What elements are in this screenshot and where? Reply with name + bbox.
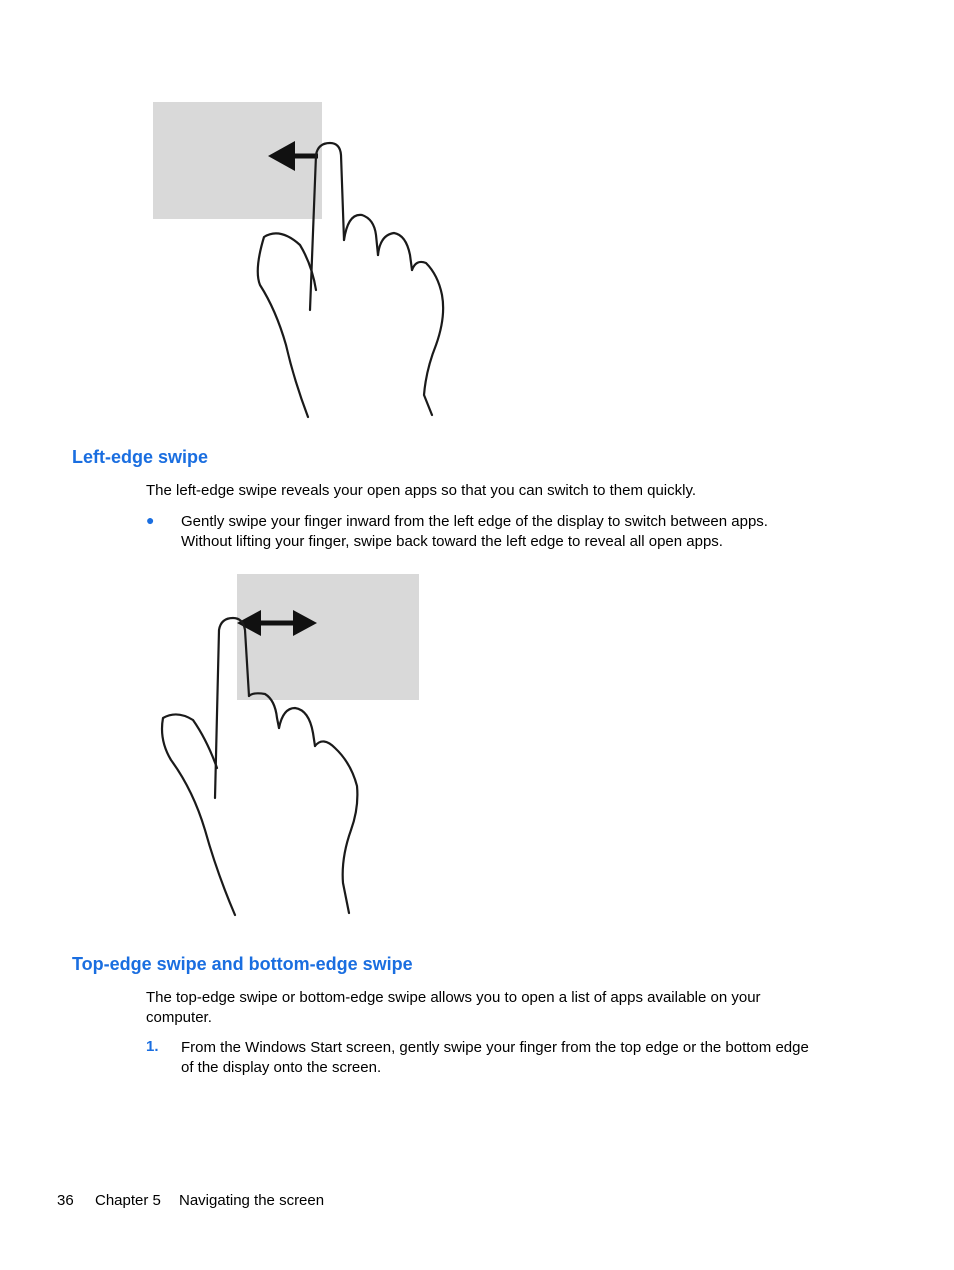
section-intro-top-bottom-edge-swipe — [146, 988, 866, 1028]
swipe-left-illustration — [140, 95, 460, 425]
screen-panel — [237, 574, 419, 700]
page-number: 36 — [57, 1192, 74, 1209]
section-heading-left-edge-swipe: Left-edge swipe — [72, 447, 209, 467]
screen-panel — [153, 102, 322, 219]
step-text — [181, 1038, 871, 1078]
section-intro-left-edge-swipe: The left-edge swipe reveals your open apps so that you can switch to them quickly. — [146, 482, 697, 499]
swipe-bidirectional-illustration — [145, 568, 445, 923]
bullet-text-line: Gently swipe your finger inward from the left edge of the display to switch between apps. — [181, 513, 768, 530]
bullet-text-line: Without lifting your finger, swipe back toward the left edge to reveal all open apps. — [181, 533, 723, 550]
step-number: 1. — [146, 1038, 159, 1055]
bullet-marker: ● — [146, 512, 155, 528]
step-text-line: From the Windows Start screen, gently swipe your finger from the top edge or the bottom edge — [181, 1039, 809, 1056]
step-text-line: of the display onto the screen. — [181, 1059, 382, 1076]
intro-line: The top-edge swipe or bottom-edge swipe allows you to open a list of apps available on your — [146, 989, 761, 1006]
section-heading-top-bottom-edge-swipe: Top-edge swipe and bottom-edge swipe — [72, 954, 413, 974]
footer-chapter: Chapter 5 — [95, 1192, 161, 1209]
bullet-text — [181, 512, 871, 552]
footer-title: Navigating the screen — [179, 1192, 325, 1209]
intro-line: computer. — [146, 1009, 212, 1026]
